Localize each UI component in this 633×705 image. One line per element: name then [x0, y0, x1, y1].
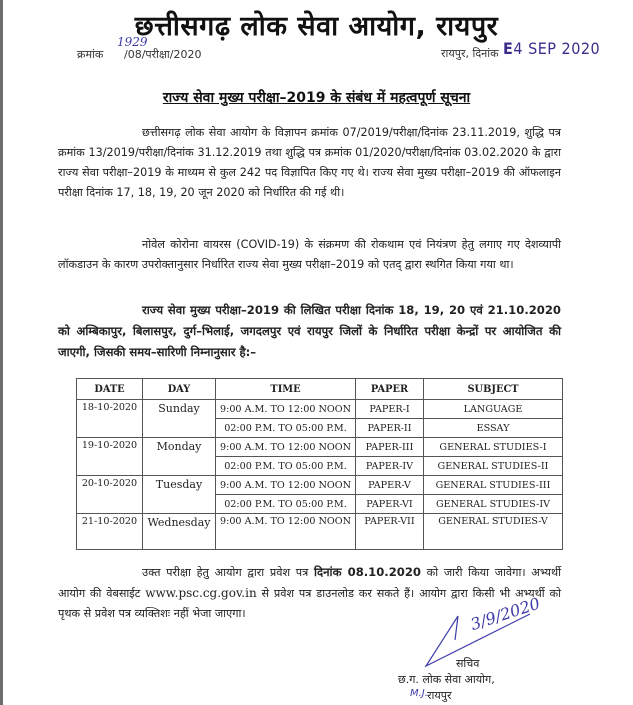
signatory-title: सचिव — [456, 657, 480, 670]
reference-handwritten-number: 1929 — [117, 35, 148, 49]
paper-cell: PAPER-V — [356, 476, 424, 495]
signature-date: 3/9/2020 — [468, 593, 543, 634]
time-cell: 02:00 P.M. TO 05:00 P.M. — [216, 419, 356, 438]
column-header-time: TIME — [216, 379, 356, 400]
day-cell: Tuesday — [143, 476, 216, 514]
column-header-paper: PAPER — [356, 379, 424, 400]
table-header-row — [77, 379, 563, 400]
paragraph-4-text-b: को जारी किया जावेगा। अभ्यर्थी आयोग की वेबसाईट — [58, 566, 562, 600]
paper-cell: PAPER-VI — [356, 495, 424, 514]
subject-cell: GENERAL STUDIES-V — [424, 514, 563, 550]
website-link[interactable]: www.psc.cg.gov.in — [145, 586, 257, 600]
table-row — [77, 438, 563, 457]
table-row — [77, 514, 563, 550]
time-cell: 9:00 A.M. TO 12:00 NOON — [216, 400, 356, 419]
subject-cell: ESSAY — [424, 419, 563, 438]
column-header-day: DAY — [143, 379, 216, 400]
paper-cell: PAPER-VII — [356, 514, 424, 550]
reference-number: /08/परीक्षा/2020 — [124, 48, 202, 61]
subject-cell: GENERAL STUDIES-I — [424, 438, 563, 457]
admit-card-date: दिनांक 08.10.2020 — [313, 565, 421, 579]
table-row — [77, 400, 563, 419]
paragraph-4-text-a: उक्त परीक्षा हेतु आयोग द्वारा प्रवेश पत्र — [142, 566, 314, 579]
paper-cell: PAPER-IV — [356, 457, 424, 476]
date-cell: 20-10-2020 — [77, 476, 143, 514]
signatory-initials: M.J. — [410, 688, 428, 699]
paragraph-1-text: छत्तीसगढ़ लोक सेवा आयोग के विज्ञापन क्रमांक 07/2019/परीक्षा/दिनांक 23.11.2019, शुद्धि पत्र क्रमांक 13/2019/परीक्षा/दिनांक 31.12.2019 तथा शुद्धि पत्र क्रमांक 01/2020/परीक्षा/दिनांक 03.02.2020 के द्वारा राज्य सेवा परीक्षा–2019 के माध्यम से कुल 242 पद विज्ञापित किए गए थे। राज्य सेवा मुख्य परीक्षा–2019 की ऑफलाइन परीक्षा दिनांक 17, 18, 19, 20 जून 2020 को निर्धारित की गई थी। — [58, 126, 561, 199]
place-date-label: रायपुर, दिनांक — [441, 47, 499, 60]
column-header-date: DATE — [77, 379, 143, 400]
time-cell: 02:00 P.M. TO 05:00 P.M. — [216, 457, 356, 476]
day-cell: Wednesday — [143, 514, 216, 550]
day-cell: Monday — [143, 438, 216, 476]
paragraph-advertisement — [58, 123, 561, 203]
paragraph-4-text-c: से प्रवेश पत्र डाउनलोड कर सकते हैं। आयोग द्वारा किसी भी अभ्यर्थी को पृथक से प्रवेश पत्र व्यक्तिशः नहीं भेजा जाएगा। — [58, 587, 561, 620]
subject-cell: GENERAL STUDIES-IV — [424, 495, 563, 514]
day-cell: Sunday — [143, 400, 216, 438]
subject-cell: GENERAL STUDIES-III — [424, 476, 563, 495]
date-cell: 18-10-2020 — [77, 400, 143, 438]
document-title: छत्तीसगढ़ लोक सेवा आयोग, रायपुर — [134, 11, 499, 42]
column-header-subject: SUBJECT — [424, 379, 563, 400]
signatory-city: रायपुर — [427, 689, 452, 702]
exam-schedule-table — [76, 378, 563, 550]
date-stamp — [503, 39, 600, 58]
paper-cell: PAPER-III — [356, 438, 424, 457]
paragraph-new-schedule — [58, 300, 561, 363]
table-row — [77, 476, 563, 495]
time-cell: 02:00 P.M. TO 05:00 P.M. — [216, 495, 356, 514]
date-cell: 21-10-2020 — [77, 514, 143, 550]
reference-label: क्रमांक — [77, 48, 104, 61]
signatory-organization: छ.ग. लोक सेवा आयोग, — [398, 673, 495, 686]
paragraph-3-text: राज्य सेवा मुख्य परीक्षा–2019 की लिखित परीक्षा दिनांक 18, 19, 20 एवं 21.10.2020 को अम्बिकापुर, बिलासपुर, दुर्ग–भिलाई, जगदलपुर एवं रायपुर जिलों के निर्धारित परीक्षा केन्द्रों पर आयोजित की जाएगी, जिसकी समय–सारिणी निम्नानुसार है:– — [58, 303, 561, 359]
date-cell: 19-10-2020 — [77, 438, 143, 476]
date-stamp-text: 4 SEP 2020 — [513, 39, 601, 58]
subject-cell: LANGUAGE — [424, 400, 563, 419]
date-stamp-prefix: E — [503, 39, 514, 58]
paragraph-covid-postponement — [58, 235, 561, 275]
notice-heading: राज्य सेवा मुख्य परीक्षा–2019 के संबंध में महत्वपूर्ण सूचना — [162, 90, 471, 106]
subject-cell: GENERAL STUDIES-II — [424, 457, 563, 476]
time-cell: 9:00 A.M. TO 12:00 NOON — [216, 476, 356, 495]
time-cell: 9:00 A.M. TO 12:00 NOON — [216, 514, 356, 550]
paragraph-2-text: नोवेल कोरोना वायरस (COVID-19) के संक्रमण की रोकथाम एवं नियंत्रण हेतु लगाए गए देशव्यापी लॉकडाउन के कारण उपरोक्तानुसार निर्धारित राज्य सेवा मुख्य परीक्षा–2019 को एतद् द्वारा स्थगित किया गया था। — [58, 238, 561, 271]
paper-cell: PAPER-I — [356, 400, 424, 419]
paper-cell: PAPER-II — [356, 419, 424, 438]
time-cell: 9:00 A.M. TO 12:00 NOON — [216, 438, 356, 457]
